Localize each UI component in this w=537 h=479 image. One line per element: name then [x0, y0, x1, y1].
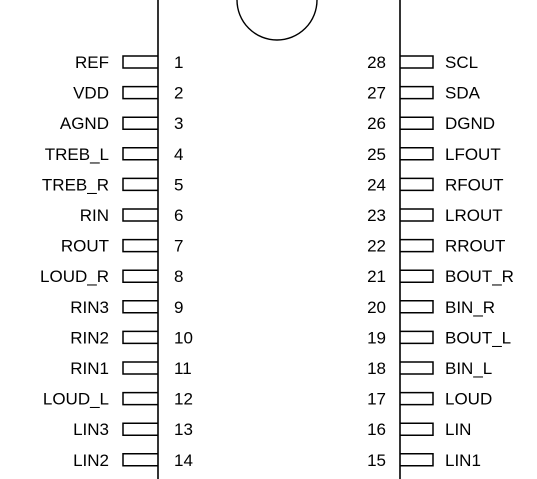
pin-name: SCL [445, 53, 479, 72]
pin-lead [123, 393, 158, 405]
pin-lead [123, 423, 158, 435]
pin-18 [367, 359, 492, 378]
pin-number: 19 [367, 328, 386, 348]
pin-lead [400, 301, 433, 313]
pin-4 [45, 145, 184, 164]
pin-number: 1 [174, 53, 184, 72]
pin-7 [61, 237, 184, 256]
pin-name: VDD [73, 83, 109, 103]
pin-number: 26 [367, 114, 386, 134]
pin-lead [400, 209, 433, 221]
pin-name: LROUT [445, 206, 503, 225]
pin-name: REF [75, 53, 109, 72]
pin-number: 22 [367, 236, 386, 256]
pin-22 [367, 237, 505, 256]
pin-8 [40, 267, 183, 286]
pin-lead [123, 301, 158, 313]
pin-number: 2 [174, 83, 184, 103]
pin-lead [123, 331, 158, 343]
pin-name: BOUT_L [445, 328, 512, 348]
pin-number: 21 [367, 267, 386, 287]
pin-number: 11 [174, 359, 192, 378]
pin-number: 14 [174, 450, 193, 470]
pin-name: ROUT [60, 236, 109, 256]
pin-lead [123, 240, 158, 252]
pin-12 [43, 390, 193, 409]
pin-lead [400, 87, 433, 99]
pin-26 [367, 114, 495, 133]
pin-16 [367, 420, 471, 439]
pin-6 [80, 206, 184, 225]
pin-number: 24 [367, 175, 386, 195]
pin-name: LIN3 [73, 420, 109, 440]
pin-25 [367, 145, 501, 164]
pin-lead [123, 117, 158, 129]
pin-20 [367, 298, 495, 317]
pin-number: 25 [367, 144, 386, 164]
pin-lead [400, 148, 433, 160]
pin-11 [70, 359, 191, 378]
pin-3 [60, 114, 184, 133]
pin-lead [400, 423, 433, 435]
pin-lead [123, 87, 158, 99]
pin-name: LOUD_L [42, 389, 109, 409]
pin-number: 13 [174, 420, 193, 440]
pin-23 [367, 206, 503, 225]
pin-number: 7 [174, 236, 184, 256]
pin-1 [75, 53, 183, 72]
pin-name: RROUT [445, 236, 506, 256]
pin-24 [367, 175, 503, 194]
pin-name: LFOUT [445, 144, 501, 164]
pin-number: 20 [367, 297, 386, 317]
pin-lead [400, 331, 433, 343]
left-pin-group [40, 53, 193, 470]
pin-17 [367, 390, 492, 409]
pin-28 [367, 53, 478, 72]
pin-lead [400, 240, 433, 252]
package-notch [237, 0, 317, 40]
pin-number: 9 [174, 297, 184, 317]
pin-name: DGND [445, 114, 496, 134]
pin-name: RFOUT [445, 175, 504, 195]
pin-name: LIN1 [445, 450, 481, 470]
pin-lead [123, 178, 158, 190]
pin-name: SDA [445, 83, 480, 103]
pin-9 [70, 298, 183, 317]
pin-name: BIN_R [445, 297, 496, 317]
pin-number: 16 [367, 420, 386, 440]
right-pin-group [367, 53, 514, 470]
pin-number: 5 [174, 175, 184, 195]
pin-5 [42, 175, 184, 194]
pin-name: LOUD [445, 389, 493, 409]
pin-27 [367, 84, 481, 103]
pin-name: TREB_L [44, 144, 109, 164]
pin-number: 23 [367, 206, 386, 225]
pin-name: AGND [59, 114, 109, 134]
pin-lead [400, 454, 433, 466]
pin-19 [367, 328, 511, 347]
pin-lead [123, 148, 158, 160]
pin-13 [73, 420, 193, 439]
pin-number: 28 [367, 53, 386, 72]
pin-number: 3 [174, 114, 184, 134]
pin-lead [400, 117, 433, 129]
pin-lead [400, 362, 433, 374]
pin-lead [400, 56, 433, 68]
pin-15 [367, 451, 481, 470]
pin-10 [70, 328, 193, 347]
pin-number: 27 [367, 83, 386, 103]
pin-number: 12 [174, 389, 193, 409]
pin-name: RIN3 [70, 297, 109, 317]
pin-21 [367, 267, 514, 286]
pin-name: RIN1 [70, 359, 109, 378]
pin-name: TREB_R [41, 175, 109, 195]
pin-lead [400, 270, 433, 282]
pin-number: 18 [367, 359, 386, 378]
pin-lead [123, 454, 158, 466]
pin-name: LIN [445, 420, 472, 440]
pin-name: BIN_L [445, 359, 493, 378]
pin-number: 17 [367, 389, 386, 409]
pin-lead [123, 209, 158, 221]
pin-name: BOUT_R [445, 267, 514, 287]
pin-name: LOUD_R [40, 267, 109, 287]
pin-name: RIN2 [70, 328, 109, 348]
pin-14 [73, 451, 193, 470]
pin-lead [400, 178, 433, 190]
pin-number: 8 [174, 267, 184, 287]
pin-lead [123, 362, 158, 374]
pin-name: LIN2 [73, 450, 109, 470]
pin-number: 15 [367, 450, 386, 470]
pin-lead [400, 393, 433, 405]
pin-2 [73, 84, 183, 103]
pin-number: 10 [174, 328, 193, 348]
pin-number: 4 [174, 144, 184, 164]
pin-name: RIN [79, 206, 109, 225]
pin-number: 6 [174, 206, 184, 225]
pin-lead [123, 270, 158, 282]
pin-lead [123, 56, 158, 68]
